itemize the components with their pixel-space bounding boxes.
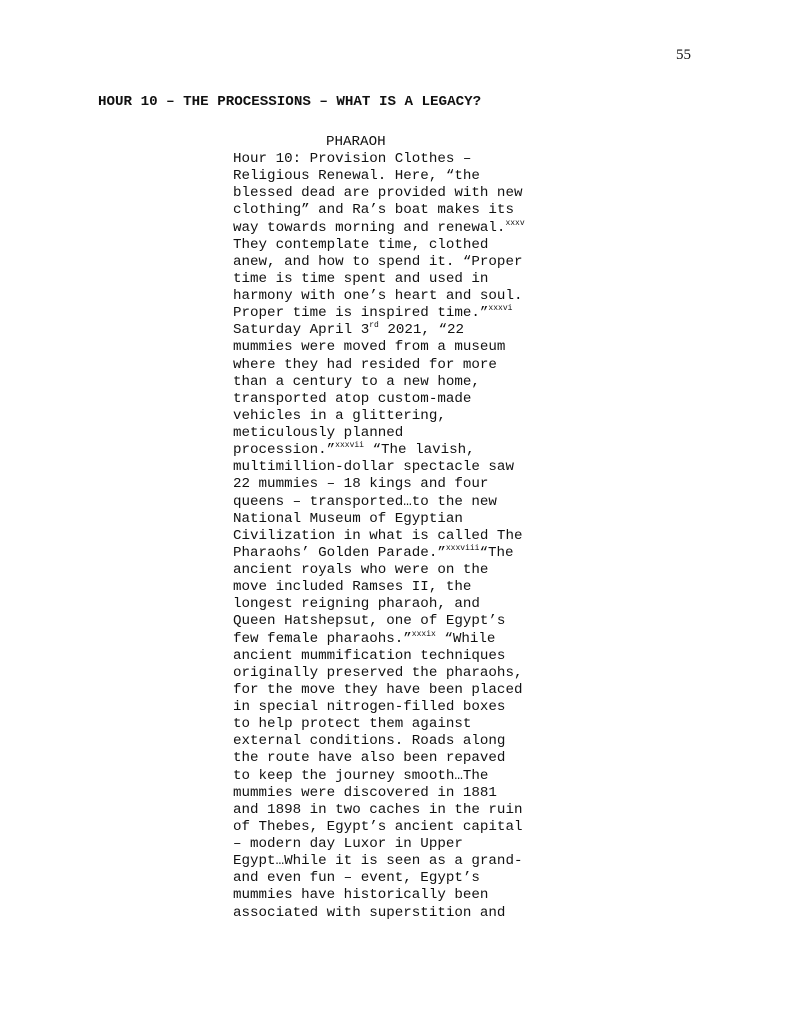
scene-heading: HOUR 10 – THE PROCESSIONS – WHAT IS A LEGACY? — [98, 94, 482, 110]
dialogue-text: of Thebes, Egypt’s ancient capital — [233, 818, 523, 835]
dialogue-text: 2021, “22 — [378, 322, 464, 339]
dialogue-text: National Museum of Egyptian — [233, 510, 463, 527]
dialogue-text: associated with superstition and — [233, 904, 506, 921]
dialogue-text: ancient royals who were on the — [233, 562, 489, 578]
dialogue-line — [233, 802, 563, 819]
dialogue-text: time is time spent and used in — [233, 270, 489, 287]
dialogue-line — [233, 494, 563, 511]
dialogue-line — [233, 648, 563, 665]
dialogue-text: move included Ramses II, the — [233, 579, 472, 596]
dialogue-text: originally preserved the pharaohs, — [233, 664, 523, 681]
dialogue-text: anew, and how to spend it. “Proper — [233, 253, 523, 270]
dialogue-line — [233, 528, 563, 545]
footnote-marker: xxxviii — [445, 543, 480, 553]
dialogue-line — [233, 220, 563, 237]
dialogue-text: Egypt…While it is seen as a grand- — [233, 853, 523, 870]
dialogue-block — [233, 151, 563, 922]
dialogue-text: external conditions. Roads along — [233, 733, 506, 750]
footnote-marker: xxxix — [411, 629, 436, 639]
dialogue-line — [233, 562, 563, 579]
dialogue-line — [233, 631, 563, 648]
dialogue-text: – modern day Luxor in Upper — [233, 836, 463, 852]
dialogue-text: and even fun – event, Egypt’s — [233, 870, 480, 887]
dialogue-line — [233, 339, 563, 356]
page-number: 55 — [676, 47, 691, 63]
dialogue-line — [233, 357, 563, 374]
dialogue-line — [233, 768, 563, 785]
footnote-marker: xxxvi — [488, 304, 513, 314]
character-name: PHARAOH — [326, 134, 386, 150]
dialogue-text: than a century to a new home, — [233, 373, 480, 390]
dialogue-text: procession.” — [233, 442, 336, 459]
dialogue-line — [233, 322, 563, 339]
dialogue-line — [233, 391, 563, 408]
dialogue-text: harmony with one’s heart and soul. — [233, 288, 523, 304]
dialogue-line — [233, 836, 563, 853]
dialogue-line — [233, 887, 563, 904]
dialogue-line — [233, 699, 563, 716]
dialogue-line — [233, 665, 563, 682]
dialogue-text: Proper time is inspired time.” — [233, 305, 489, 322]
dialogue-text: few female pharaohs.” — [233, 630, 412, 647]
dialogue-text: to help protect them against — [233, 716, 472, 733]
dialogue-text: meticulously planned — [233, 425, 404, 441]
dialogue-line — [233, 750, 563, 767]
dialogue-text: vehicles in a glittering, — [233, 407, 446, 424]
dialogue-text: where they had resided for more — [233, 356, 497, 373]
dialogue-text: They contemplate time, clothed — [233, 236, 489, 253]
dialogue-line — [233, 613, 563, 630]
dialogue-text: mummies have historically been — [233, 887, 489, 904]
dialogue-text: Religious Renewal. Here, “the — [233, 168, 480, 185]
dialogue-line — [233, 733, 563, 750]
dialogue-line — [233, 716, 563, 733]
footnote-marker: xxxvii — [335, 441, 364, 451]
dialogue-line — [233, 596, 563, 613]
dialogue-text: Queen Hatshepsut, one of Egypt’s — [233, 613, 506, 630]
dialogue-text: mummies were moved from a museum — [233, 339, 506, 356]
dialogue-text: to keep the journey smooth…The — [233, 767, 489, 784]
dialogue-line — [233, 288, 563, 305]
dialogue-line — [233, 511, 563, 528]
dialogue-line — [233, 682, 563, 699]
dialogue-text: 22 mummies – 18 kings and four — [233, 476, 489, 493]
dialogue-line — [233, 442, 563, 459]
dialogue-line — [233, 853, 563, 870]
dialogue-text: clothing” and Ra’s boat makes its — [233, 202, 514, 219]
dialogue-text: queens – transported…to the new — [233, 493, 497, 510]
dialogue-text: way towards morning and renewal. — [233, 219, 506, 236]
dialogue-text: in special nitrogen-filled boxes — [233, 699, 506, 715]
dialogue-text: “While — [435, 630, 496, 647]
dialogue-text: blessed dead are provided with new — [233, 185, 523, 202]
dialogue-line — [233, 408, 563, 425]
dialogue-line — [233, 870, 563, 887]
dialogue-text: and 1898 in two caches in the ruin — [233, 801, 523, 818]
dialogue-line — [233, 905, 563, 922]
footnote-marker: xxxv — [505, 218, 525, 228]
dialogue-line — [233, 202, 563, 219]
dialogue-line — [233, 305, 563, 322]
dialogue-line — [233, 785, 563, 802]
dialogue-text: Saturday April 3 — [233, 322, 370, 339]
dialogue-text: Hour 10: Provision Clothes – — [233, 151, 472, 167]
dialogue-text: longest reigning pharaoh, and — [233, 596, 480, 613]
dialogue-line — [233, 185, 563, 202]
dialogue-line — [233, 459, 563, 476]
dialogue-text: mummies were discovered in 1881 — [233, 784, 497, 801]
dialogue-text: for the move they have been placed — [233, 681, 523, 698]
dialogue-text: Civilization in what is called The — [233, 527, 523, 544]
dialogue-text: Pharaohs’ Golden Parade.” — [233, 544, 446, 561]
dialogue-line — [233, 151, 563, 168]
dialogue-line — [233, 237, 563, 254]
dialogue-text: the route have also been repaved — [233, 750, 506, 767]
dialogue-line — [233, 271, 563, 288]
dialogue-line — [233, 425, 563, 442]
dialogue-text: “The — [479, 544, 514, 561]
dialogue-text: “The lavish, — [363, 442, 475, 459]
dialogue-line — [233, 374, 563, 391]
dialogue-text: multimillion-dollar spectacle saw — [233, 459, 514, 476]
dialogue-line — [233, 819, 563, 836]
dialogue-line — [233, 254, 563, 271]
dialogue-line — [233, 545, 563, 562]
dialogue-line — [233, 579, 563, 596]
dialogue-text: ancient mummification techniques — [233, 647, 506, 664]
dialogue-text: transported atop custom-made — [233, 390, 472, 407]
dialogue-line — [233, 168, 563, 185]
footnote-marker: rd — [369, 321, 379, 331]
dialogue-line — [233, 476, 563, 493]
